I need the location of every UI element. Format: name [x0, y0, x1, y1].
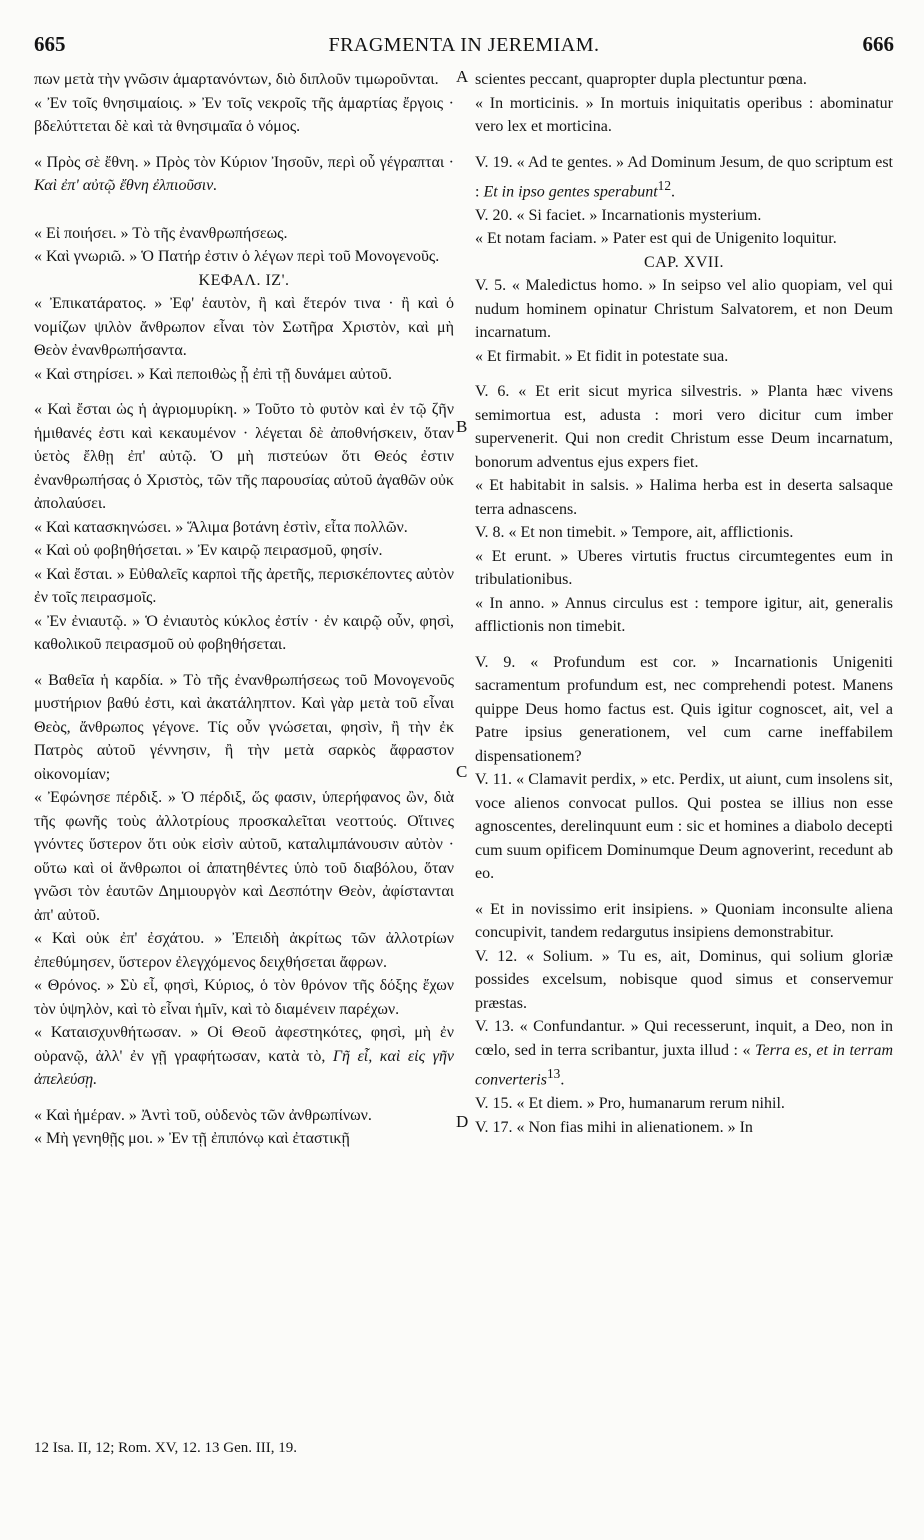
margin-marker-c: C	[456, 762, 468, 781]
greek-paragraph: « Ἐπικατάρατος. » Ἐφ' ἑαυτὸν, ἢ καὶ ἕτερόν τινα · ἢ καὶ ὁ νομίζων ψιλὸν ἄνθρωπον εἶναι τὸν Σωτῆρα Χριστὸν, καὶ μὴ Θεὸν ἐνανθρωπήσαντα.	[34, 295, 454, 359]
latin-paragraph: V. 12. « Solium. » Tu es, ait, Dominus, qui solium gloriæ possides excelsum, nobisque quod simus et conservemur præstas.	[475, 947, 893, 1012]
latin-paragraph: V. 17. « Non fias mihi in alienationem. » In	[475, 1118, 753, 1136]
greek-paragraph: « Εἰ ποιήσει. » Τὸ τῆς ἐνανθρωπήσεως.	[34, 224, 288, 242]
latin-paragraph: « In morticinis. » In mortuis iniquitatis operibus : abominatur vero lex et morticina.	[475, 94, 893, 135]
greek-paragraph: « Καὶ κατασκηνώσει. » Ἅλιμα βοτάνη ἐστὶν, εἶτα πολλῶν.	[34, 518, 408, 536]
latin-column	[475, 68, 893, 1139]
greek-chapter-heading: ΚΕΦΑΛ. ΙΖ'.	[198, 271, 290, 289]
greek-paragraph: « Καὶ οὐ φοβηθήσεται. » Ἐν καιρῷ πειρασμοῦ, φησίν.	[34, 542, 383, 559]
footnote-ref: 13	[546, 1066, 561, 1082]
latin-quotation: Terra es, et in terram converteris	[475, 1041, 893, 1089]
latin-paragraph: « Et in novissimo erit insipiens. » Quoniam inconsulte aliena concupivit, tandem redargutus insipiens demonstrabitur.	[475, 900, 893, 942]
greek-paragraph: « Καὶ οὐκ ἐπ' ἐσχάτου. » Ἐπειδὴ ἀκρίτως τῶν ἀλλοτρίων ἐπεθύμησεν, ὕστερον ἐλεγχόμενος δειχθήσεται ἄφρων.	[34, 930, 454, 971]
latin-paragraph: V. 13. « Confundantur. » Qui recesserunt, inquit, a Deo, non in cœlo, sed in terra scribantur, juxta illud : « Terra es, et in terram converteris$^{13}$.	[475, 1018, 893, 1089]
greek-paragraph: « Καὶ ἔσται. » Εὐθαλεῖς καρποὶ τῆς ἀρετῆς, περισκέποντες αὐτὸν ἐν τοῖς πειρασμοῖς.	[34, 565, 454, 606]
margin-marker-d: D	[456, 1112, 469, 1131]
latin-paragraph: V. 6. « Et erit sicut myrica silvestris. » Planta hæc vivens semimortua est, adusta : mori vero dicitur cum imber supervenerit. Qui non credit Christum esse Deum incarnatum, bonorum adventus ejus expers fiet.	[475, 383, 893, 471]
footnotes: 12 Isa. II, 12; Rom. XV, 12. 13 Gen. III, 19.	[34, 1440, 298, 1456]
greek-paragraph: « Πρὸς σὲ ἔθνη. » Πρὸς τὸν Κύριον Ἰησοῦν, περὶ οὗ γέγραπται · Καὶ ἐπ' αὐτῷ ἔθνη ἐλπιοῦσιν.	[34, 153, 454, 194]
running-header	[34, 32, 894, 60]
latin-paragraph: V. 5. « Maledictus homo. » In seipso vel alio quopiam, vel qui nudum hominem opinatur Christum Salvatorem, et non Deum incarnatum.	[475, 277, 893, 342]
greek-paragraph: « Καὶ στηρίσει. » Καὶ πεποιθὼς ᾖ ἐπὶ τῇ δυνάμει αὐτοῦ.	[34, 365, 392, 383]
footnote-ref: 12	[657, 178, 671, 193]
latin-paragraph: V. 8. « Et non timebit. » Tempore, ait, afflictionis.	[475, 524, 794, 542]
greek-paragraph: « Καὶ ἔσται ὡς ἡ ἀγριομυρίκη. » Τοῦτο τὸ φυτὸν καὶ ἐν τῷ ζῆν ἡμιθανές ἐστι καὶ κεκαυμένον · λέγεται δὲ ἀποθνήσκειν, ὅταν ὑετὸς ἔλθῃ ἐπ' αὐτῷ. Ὁ μὴ πιστεύων ὅτι Θεός ἐστιν ἐνανθρωπήσας ὁ Χριστὸς, τῶν τῆς παρουσίας αὐτοῦ ἀγαθῶν οὐκ ἀπολαύσει.	[34, 401, 454, 512]
margin-marker-a: A	[456, 67, 469, 86]
latin-paragraph: « Et habitabit in salsis. » Halima herba est in deserta salsaque terra adnascens.	[475, 477, 893, 518]
greek-quotation: Καὶ ἐπ' αὐτῷ ἔθνη ἐλπιοῦσιν.	[34, 177, 218, 194]
greek-column	[34, 68, 454, 1151]
latin-paragraph: V. 19. « Ad te gentes. » Ad Dominum Jesum, de quo scriptum est : Et in ipso gentes sperabunt$^{12}$.	[475, 153, 893, 201]
latin-paragraph: scientes peccant, quapropter dupla plectuntur pœna.	[475, 71, 807, 88]
latin-paragraph: V. 15. « Et diem. » Pro, humanarum rerum nihil.	[475, 1095, 785, 1113]
latin-paragraph: V. 9. « Profundum est cor. » Incarnationis Unigeniti sacramentum profundum est, nec comprehendi potest. Manens quippe Deus homo factus est. Quis igitur cognoscet, ait, vel a Patre ipsius generationem, vel cum carne ineffabilem dispensationem?	[475, 653, 893, 765]
latin-chapter-heading: CAP. XVII.	[643, 253, 725, 271]
page-number-right: 666	[862, 32, 894, 56]
latin-paragraph: V. 20. « Si faciet. » Incarnationis mysterium.	[475, 206, 762, 224]
greek-paragraph: « Καὶ ἡμέραν. » Ἀντὶ τοῦ, οὐδενὸς τῶν ἀνθρωπίνων.	[34, 1106, 372, 1124]
latin-paragraph: « Et erunt. » Uberes virtutis fructus circumtegentes eum in tribulationibus.	[475, 547, 893, 589]
greek-paragraph: « Ἐν ἐνιαυτῷ. » Ὁ ἐνιαυτὸς κύκλος ἐστίν · ἐν καιρῷ οὖν, φησὶ, καθολικοῦ πειρασμοῦ οὐ φοβηθήσεται.	[34, 612, 454, 653]
greek-paragraph: « Ἐφώνησε πέρδιξ. » Ὁ πέρδιξ, ὥς φασιν, ὑπερήφανος ὢν, διὰ τῆς φωνῆς τοὺς ἀλλοτρίους προσκαλεῖται νεοττούς. Οἵτινες γνόντες ὕστερον ὅτι οὐκ εἰσὶν αὐτοῦ, καταλιμπάνουσιν αὐτὸν · οὕτω καὶ οἱ ἄνθρωποι οἱ ἀπατηθέντες ὑπὸ τοῦ διαβόλου, ὅταν γνῶσι τὸν ἑαυτῶν Δημιουργὸν καὶ Δεσπότην Θεὸν, ἀφίστανται ἀπ' αὐτοῦ.	[34, 789, 454, 924]
greek-paragraph: « Καταισχυνθήτωσαν. » Οἱ Θεοῦ ἀφεστηκότες, φησὶ, μὴ ἐν οὐρανῷ, ἀλλ' ἐν γῇ γραφήτωσαν, κατὰ τὸ, Γῆ εἶ, καὶ εἰς γῆν ἀπελεύσῃ.	[34, 1024, 454, 1088]
latin-paragraph: « Et firmabit. » Et fidit in potestate sua.	[475, 347, 729, 365]
running-title: FRAGMENTA IN JEREMIAM.	[328, 34, 600, 56]
latin-paragraph: V. 11. « Clamavit perdix, » etc. Perdix, ut aiunt, cum insolens sit, voce alienos convocat pullos. Qui postea se illius non esse agnoscentes, derelinquunt eum : sic et homines a diabolo decepti cum suum opificem Dominumque Deum agnoverint, recedunt ab eo.	[475, 771, 893, 883]
margin-marker-b: B	[456, 417, 468, 436]
latin-paragraph: « In anno. » Annus circulus est : tempore igitur, ait, generalis afflictionis non timebit.	[475, 594, 893, 636]
latin-paragraph: « Et notam faciam. » Pater est qui de Unigenito loquitur.	[475, 230, 837, 248]
latin-quotation: Et in ipso gentes sperabunt	[483, 183, 658, 201]
greek-paragraph: « Θρόνος. » Σὺ εἶ, φησὶ, Κύριος, ὁ τὸν θρόνον τῆς δόξης ἔχων τὸν ὑψηλὸν, καὶ τὸ εἶναι ἡμῖν, καὶ τὸ διαμένειν παρέχων.	[34, 977, 454, 1018]
greek-quotation: Γῆ εἶ, καὶ εἰς γῆν ἀπελεύσῃ.	[34, 1047, 454, 1088]
greek-paragraph: « Ἐν τοῖς θνησιμαίοις. » Ἐν τοῖς νεκροῖς τῆς ἁμαρτίας ἔργοις · βδελύττεται δὲ καὶ τὰ θνησιμαῖα ὁ νόμος.	[34, 94, 454, 135]
page-number-left: 665	[34, 32, 66, 56]
greek-paragraph: πων μετὰ τὴν γνῶσιν ἁμαρτανόντων, διὸ διπλοῦν τιμωροῦνται.	[34, 71, 439, 88]
greek-paragraph: « Βαθεῖα ἡ καρδία. » Τὸ τῆς ἐνανθρωπήσεως τοῦ Μονογενοῦς μυστήριον βαθύ ἐστι, καὶ ἀκατάληπτον. Καὶ γὰρ μετὰ τοῦ εἶναι Θεὸς, ἄνθρωπος γέγονε. Τίς οὖν γνώσεται, φησὶν, ἢ τὴν ἐκ Πατρὸς αὐτοῦ γέννησιν, ἢ τὴν μετὰ σαρκὸς ἄφραστον οἰκονομίαν;	[34, 671, 454, 783]
greek-paragraph: « Μὴ γενηθῇς μοι. » Ἐν τῇ ἐπιπόνῳ καὶ ἐταστικῇ	[34, 1130, 350, 1147]
greek-paragraph: « Καὶ γνωριῶ. » Ὁ Πατήρ ἐστιν ὁ λέγων περὶ τοῦ Μονογενοῦς.	[34, 248, 440, 265]
